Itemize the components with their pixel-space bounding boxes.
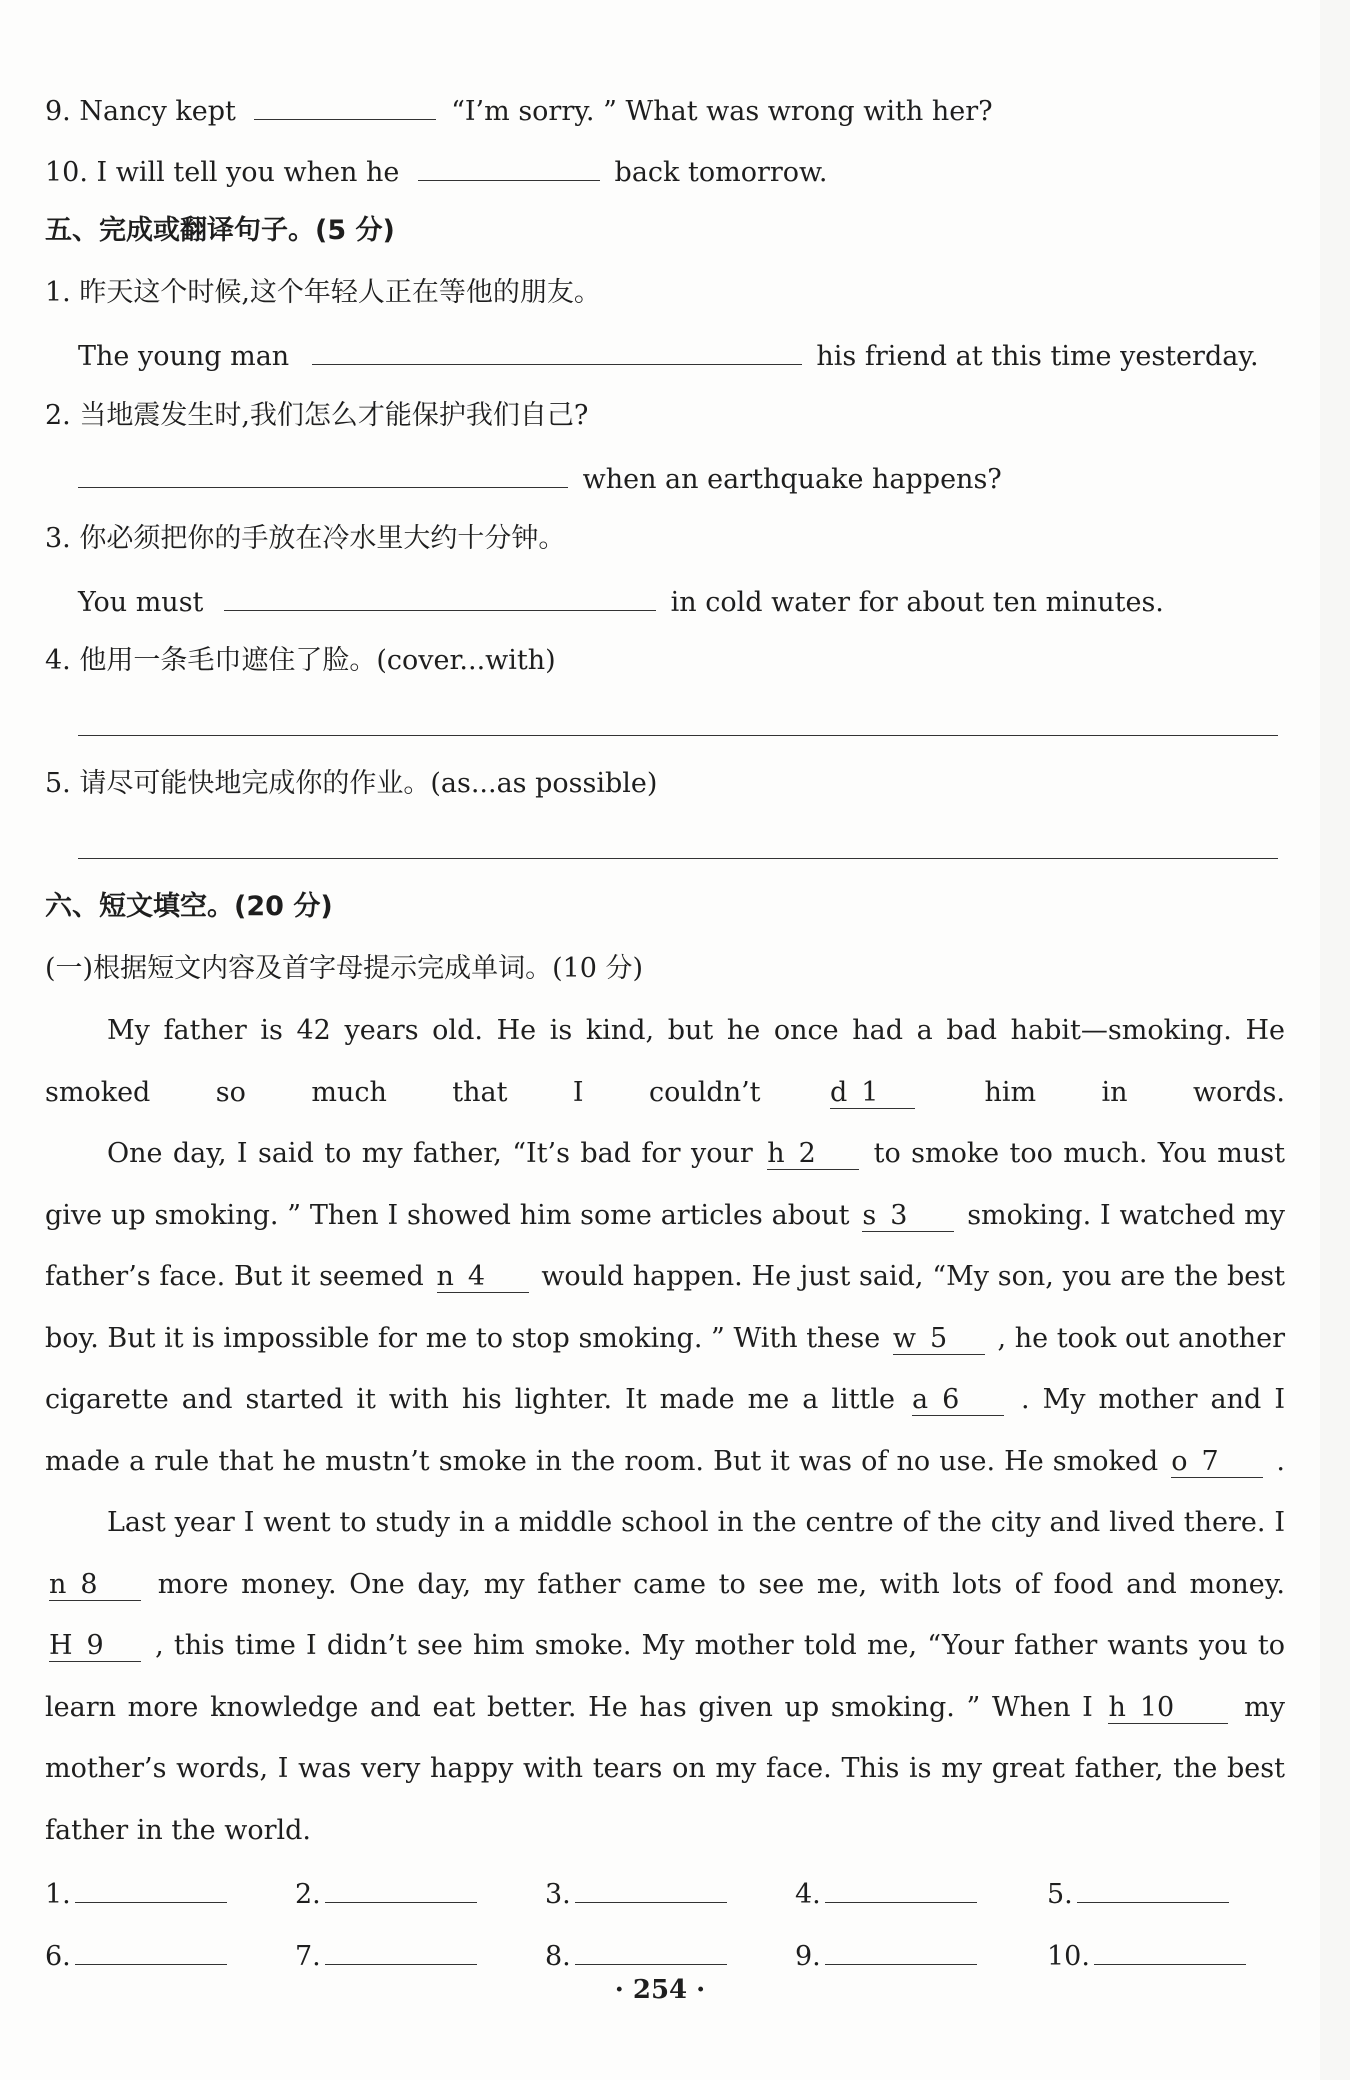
passage-text: , he took out another cigarette and started it with his lighter. It made me a little <box>45 1322 1285 1415</box>
question-9-blank[interactable] <box>254 91 436 120</box>
gap-letter: d <box>830 1076 848 1108</box>
s5-item-1-prefix: The young man <box>78 341 290 372</box>
question-10-prefix: 10. I will tell you when he <box>45 157 400 188</box>
s5-item-1-english <box>78 336 1259 375</box>
answer-label: 3. <box>545 1879 571 1910</box>
answer-blank[interactable] <box>75 1876 227 1903</box>
answer-7[interactable] <box>295 1938 477 1972</box>
answer-label: 2. <box>295 1879 321 1910</box>
answer-1[interactable] <box>45 1876 227 1910</box>
s5-item-3-chinese: 3. 你必须把你的手放在冷水里大约十分钟。 <box>45 523 566 554</box>
answer-label: 7. <box>295 1941 321 1972</box>
passage-gap-1[interactable] <box>830 1078 915 1109</box>
passage-gap-10[interactable] <box>1108 1693 1228 1724</box>
passage-gap-9[interactable] <box>49 1631 141 1662</box>
s5-item-3-blank[interactable] <box>224 582 656 611</box>
s5-item-4-answer-line[interactable] <box>78 735 1278 736</box>
s5-item-3-english <box>78 582 1164 621</box>
answer-blank[interactable] <box>1094 1938 1246 1965</box>
passage-gap-8[interactable] <box>49 1570 141 1601</box>
s5-item-2-blank[interactable] <box>78 459 568 488</box>
passage-gap-3[interactable] <box>862 1201 954 1232</box>
s5-item-2-english <box>78 459 1002 498</box>
s5-item-2-chinese: 2. 当地震发生时,我们怎么才能保护我们自己? <box>45 400 589 431</box>
answer-blank[interactable] <box>325 1938 477 1965</box>
question-10-blank[interactable] <box>418 152 600 181</box>
answer-blank[interactable] <box>825 1876 977 1903</box>
answer-4[interactable] <box>795 1876 977 1910</box>
gap-letter: w <box>892 1322 917 1354</box>
s5-item-3-prefix: You must <box>78 587 204 618</box>
passage-text: . <box>1276 1445 1285 1477</box>
gap-number: 8 <box>80 1568 98 1600</box>
answer-label: 8. <box>545 1941 571 1972</box>
s5-item-5-answer-line[interactable] <box>78 858 1278 859</box>
passage-text: would happen. He just said, “My son, you are the best boy. But it is impossible for me to stop smoking. ” With these <box>45 1261 1285 1354</box>
passage-text: smoking. I watched my father’s face. But it seemed <box>45 1199 1285 1292</box>
s5-item-5-chinese: 5. 请尽可能快地完成你的作业。(as...as possible) <box>45 768 658 799</box>
passage-text: him in words. <box>984 1076 1285 1108</box>
answer-blank[interactable] <box>825 1938 977 1965</box>
passage-text: . My mother and I made a rule that he mustn’t smoke in the room. But it was of no use. He smoked <box>45 1384 1285 1477</box>
passage-text: My father is 42 years old. He is kind, but he once had a bad habit—smoking. He smoked so much that I couldn’t <box>45 1015 1285 1108</box>
gap-letter: h <box>1108 1691 1126 1723</box>
gap-number: 1 <box>861 1076 879 1108</box>
gap-number: 3 <box>890 1199 908 1231</box>
passage-text: One day, I said to my father, “It’s bad for your <box>107 1138 753 1169</box>
gap-letter: o <box>1171 1445 1188 1477</box>
gap-letter: n <box>436 1261 454 1292</box>
answer-label: 10. <box>1047 1941 1090 1972</box>
gap-letter: h <box>767 1138 785 1169</box>
gap-number: 6 <box>942 1384 960 1415</box>
question-9 <box>45 91 993 130</box>
answer-label: 1. <box>45 1879 71 1910</box>
answer-label: 5. <box>1047 1879 1073 1910</box>
passage-gap-7[interactable] <box>1171 1447 1263 1478</box>
passage-text: , this time I didn’t see him smoke. My mother told me, “Your father wants you to learn more knowledge and eat better. He has given up smoking. ” When I <box>45 1630 1286 1723</box>
section-6-heading: 六、短文填空。(20 分) <box>45 891 333 922</box>
answer-blank[interactable] <box>1077 1876 1229 1903</box>
s5-item-3-suffix: in cold water for about ten minutes. <box>670 587 1164 618</box>
s5-item-1-chinese: 1. 昨天这个时候,这个年轻人正在等他的朋友。 <box>45 277 601 308</box>
s5-item-1-blank[interactable] <box>312 336 802 365</box>
gap-number: 7 <box>1201 1445 1219 1477</box>
gap-number: 4 <box>467 1261 486 1292</box>
answer-blank[interactable] <box>575 1876 727 1903</box>
s5-item-2-suffix: when an earthquake happens? <box>582 464 1002 495</box>
passage-gap-4[interactable] <box>437 1262 529 1293</box>
s5-item-4-chinese: 4. 他用一条毛巾遮住了脸。(cover...with) <box>45 645 556 676</box>
gap-letter: n <box>49 1568 67 1600</box>
section-6-subheading: (一)根据短文内容及首字母提示完成单词。(10 分) <box>45 953 644 984</box>
passage-paragraph-1 <box>45 1000 1285 1123</box>
passage-text: more money. One day, my father came to see me, with lots of food and money. <box>157 1568 1285 1600</box>
question-10 <box>45 152 828 191</box>
passage-text: to smoke too much. You must give up smoking. ” Then I showed him some articles about <box>45 1138 1286 1231</box>
passage-paragraph-3 <box>45 1492 1285 1861</box>
section-5-heading: 五、完成或翻译句子。(5 分) <box>45 215 395 246</box>
question-9-suffix: “I’m sorry. ” What was wrong with her? <box>451 96 993 127</box>
answer-blank[interactable] <box>75 1938 227 1965</box>
question-10-suffix: back tomorrow. <box>614 157 828 188</box>
answer-5[interactable] <box>1047 1876 1229 1910</box>
page-number: · 254 · <box>614 1975 706 2005</box>
gap-number: 2 <box>798 1138 816 1169</box>
answer-3[interactable] <box>545 1876 727 1910</box>
answer-label: 6. <box>45 1941 71 1972</box>
question-9-prefix: 9. Nancy kept <box>45 96 236 127</box>
answer-6[interactable] <box>45 1938 227 1972</box>
passage-gap-5[interactable] <box>893 1324 985 1355</box>
passage-text: my mother’s words, I was very happy with tears on my face. This is my great father, the best father in the world. <box>45 1691 1285 1846</box>
gap-letter: a <box>911 1384 929 1415</box>
s5-item-1-suffix: his friend at this time yesterday. <box>816 341 1259 372</box>
answer-label: 9. <box>795 1941 821 1972</box>
answer-label: 4. <box>795 1879 821 1910</box>
answer-blank[interactable] <box>325 1876 477 1903</box>
passage-paragraph-2 <box>45 1123 1285 1492</box>
gap-number: 5 <box>930 1322 948 1354</box>
passage-gap-2[interactable] <box>767 1139 859 1170</box>
answer-2[interactable] <box>295 1876 477 1910</box>
passage-gap-6[interactable] <box>912 1385 1004 1416</box>
gap-letter: H <box>49 1630 73 1661</box>
gap-number: 9 <box>86 1630 104 1661</box>
answer-10[interactable] <box>1047 1938 1246 1972</box>
gap-number: 10 <box>1139 1691 1175 1723</box>
answer-9[interactable] <box>795 1938 977 1972</box>
passage-text: Last year I went to study in a middle school in the centre of the city and lived there. I <box>107 1507 1285 1538</box>
answer-8[interactable] <box>545 1938 727 1972</box>
answer-blank[interactable] <box>575 1938 727 1965</box>
gap-letter: s <box>862 1199 877 1231</box>
